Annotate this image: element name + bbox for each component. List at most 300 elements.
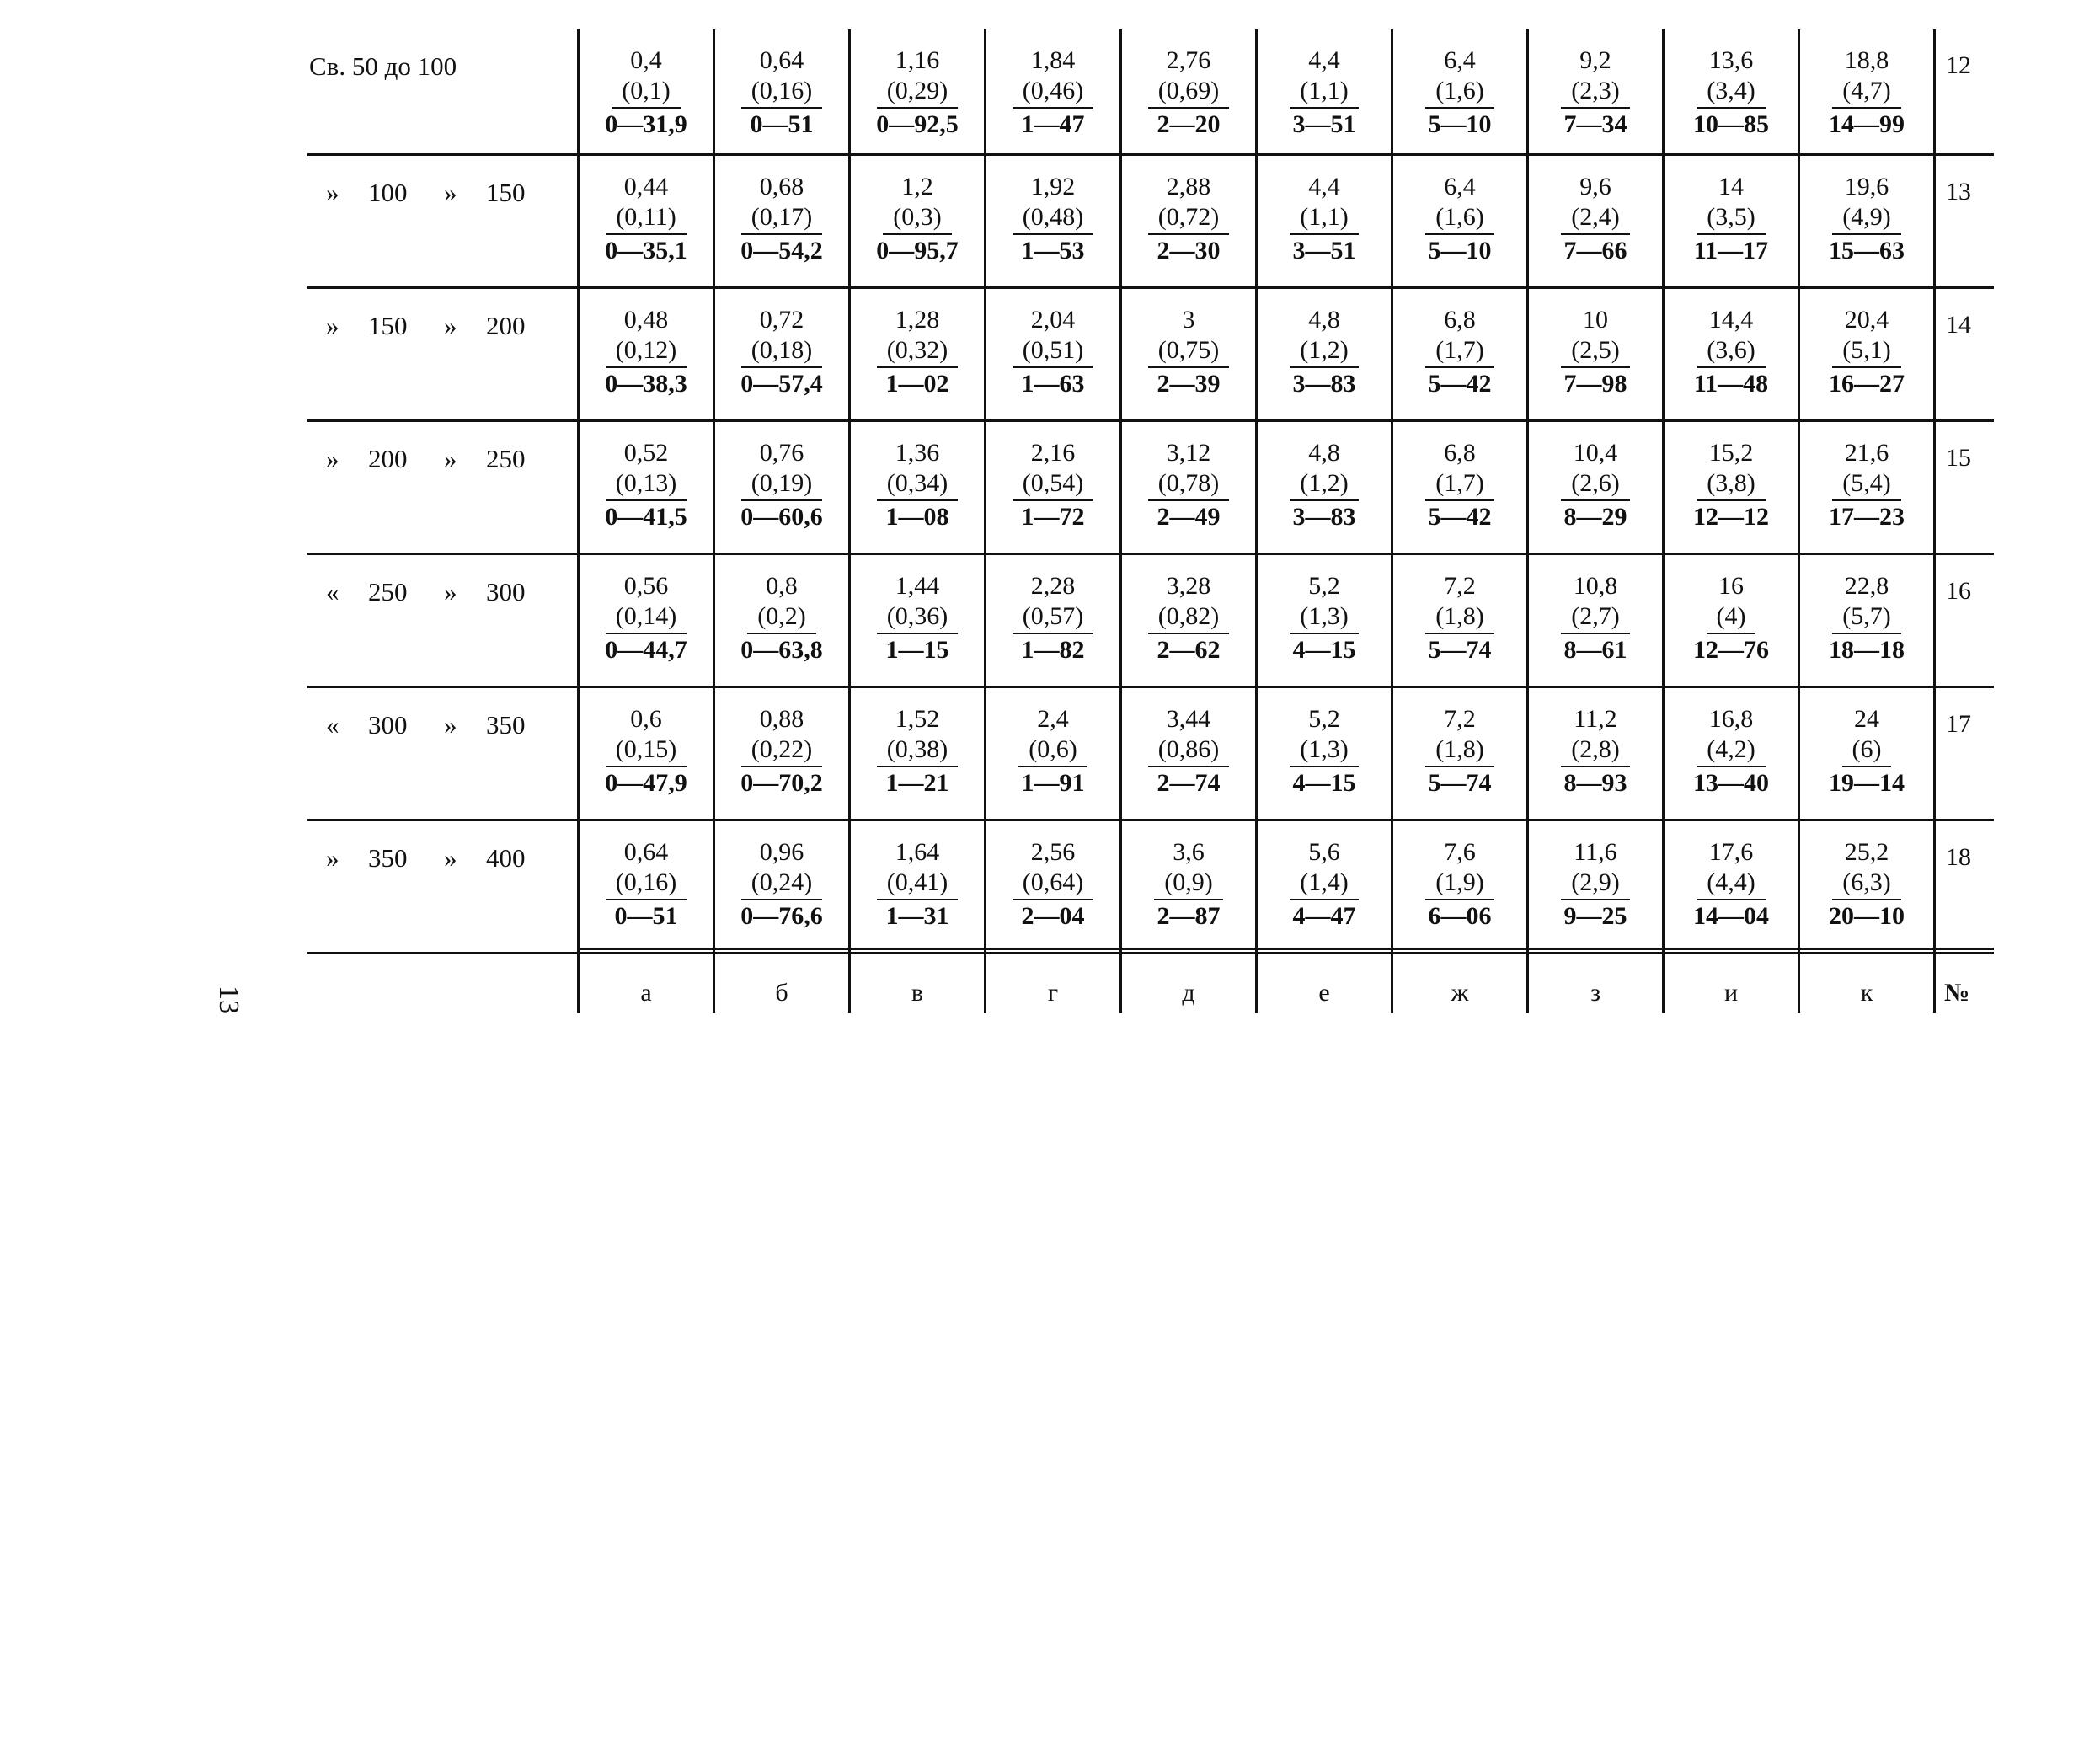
cell-value-paren: (4) [1707,604,1756,634]
cell-value: 0,4 [630,46,662,74]
row-label-part: » [326,178,339,207]
table-cell [1662,29,1798,156]
cell-value-range: 0—41,5 [605,503,687,531]
row-label-part: 150 [486,178,526,207]
table-cell [984,289,1119,422]
row-label-part: 250 [368,577,408,606]
table-cell [577,688,713,821]
table-cell [713,821,848,954]
cell-value-paren: (2,8) [1561,737,1629,767]
table-cell [1526,29,1662,156]
cell-value: 0,76 [759,439,804,467]
cell-value-paren: (6,3) [1832,870,1900,900]
row-range-label [307,422,577,555]
cell-value-range: 0—76,6 [740,902,823,930]
cell-value-paren: (1,6) [1425,205,1494,235]
cell-value-range: 5—74 [1428,769,1492,797]
cell-value-range: 1—31 [885,902,949,930]
cell-value-range: 15—63 [1829,237,1905,264]
cell-value-paren: (0,15) [606,737,687,767]
table-cell [577,422,713,555]
cell-value-range: 1—91 [1021,769,1085,797]
cell-value-paren: (0,16) [606,870,687,900]
column-letter: к [1798,950,1933,1013]
row-label-part: » [326,843,339,873]
table-row [307,289,1994,422]
cell-value-range: 14—04 [1693,902,1769,930]
cell-value-paren: (0,54) [1013,471,1093,501]
cell-value-range: 2—49 [1157,503,1221,531]
cell-value: 21,6 [1844,439,1889,467]
cell-value-range: 4—15 [1292,769,1356,797]
cell-value-paren: (2,5) [1561,338,1629,368]
table-cell [1391,821,1526,954]
table-cell [1798,29,1933,156]
cell-value-paren: (5,1) [1832,338,1900,368]
cell-value-paren: (0,69) [1148,78,1229,109]
table-cell [1391,688,1526,821]
cell-value-paren: (0,17) [741,205,822,235]
table-cell [713,156,848,289]
cell-value: 1,36 [895,439,940,467]
cell-value: 10 [1583,306,1608,334]
cell-value-range: 1—08 [885,503,949,531]
cell-value-range: 5—42 [1428,503,1492,531]
cell-value-paren: (4,9) [1832,205,1900,235]
cell-value-paren: (0,24) [741,870,822,900]
cell-value-paren: (3,4) [1697,78,1765,109]
cell-value-paren: (3,8) [1697,471,1765,501]
row-range-label [307,289,577,422]
table-cell [1662,422,1798,555]
column-letter: ж [1391,950,1526,1013]
table-cell [848,821,984,954]
cell-value: 9,2 [1579,46,1611,74]
cell-value-paren: (2,6) [1561,471,1629,501]
column-letters-footer [577,950,1984,1013]
row-label-part: 250 [486,444,526,473]
table-cell [577,555,713,688]
table-cell [713,29,848,156]
cell-value: 1,92 [1030,173,1076,200]
table-cell [713,688,848,821]
cell-value-paren: (5,4) [1832,471,1900,501]
row-label-part: 100 [368,178,408,207]
cell-value-paren: (0,32) [877,338,958,368]
number-column-label: № [1933,950,1984,1013]
cell-value-range: 1—63 [1021,370,1085,398]
cell-value-paren: (2,9) [1561,870,1629,900]
cell-value-range: 5—10 [1428,110,1492,138]
table-cell [1119,156,1255,289]
column-letter: з [1526,950,1662,1013]
row-range-label [307,821,577,954]
table-cell [1255,29,1391,156]
table-cell [1662,289,1798,422]
table-cell [713,555,848,688]
cell-value: 4,8 [1308,439,1340,467]
cell-value-paren: (0,57) [1013,604,1093,634]
cell-value: 10,4 [1573,439,1618,467]
cell-value-paren: (0,22) [741,737,822,767]
cell-value-paren: (1,9) [1425,870,1494,900]
cell-value-paren: (4,4) [1697,870,1765,900]
table-cell [1662,555,1798,688]
row-label-part: » [444,444,457,473]
cell-value-paren: (0,13) [606,471,687,501]
cell-value-range: 0—92,5 [876,110,959,138]
cell-value: 1,64 [895,838,940,866]
table-cell [848,29,984,156]
column-letter: б [713,950,848,1013]
cell-value-paren: (1,7) [1425,338,1494,368]
cell-value-range: 7—98 [1563,370,1627,398]
cell-value-range: 0—51 [614,902,678,930]
cell-value: 2,16 [1030,439,1076,467]
table-cell [1526,156,1662,289]
cell-value-range: 6—06 [1428,902,1492,930]
row-label-part: » [444,311,457,340]
cell-value: 17,6 [1708,838,1754,866]
table-cell [848,688,984,821]
row-label-part: » [444,577,457,606]
cell-value: 0,8 [766,572,798,600]
cell-value: 16 [1718,572,1744,600]
cell-value-paren: (1,8) [1425,604,1494,634]
cell-value: 3,44 [1166,705,1211,733]
table-cell [1119,821,1255,954]
cell-value-range: 3—83 [1292,503,1356,531]
table-cell [984,422,1119,555]
cell-value-range: 2—74 [1157,769,1221,797]
table-cell [1391,156,1526,289]
row-number: 17 [1933,688,1984,821]
table-cell [1255,289,1391,422]
cell-value-range: 0—70,2 [740,769,823,797]
cell-value-range: 17—23 [1829,503,1905,531]
cell-value: 22,8 [1844,572,1889,600]
cell-value: 5,6 [1308,838,1340,866]
row-label-part: 350 [368,843,408,873]
cell-value-range: 4—15 [1292,636,1356,664]
table-cell [1391,422,1526,555]
cell-value-range: 9—25 [1563,902,1627,930]
cell-value: 4,8 [1308,306,1340,334]
table-cell [1255,422,1391,555]
cell-value-paren: (0,34) [877,471,958,501]
row-number: 14 [1933,289,1984,422]
cell-value: 19,6 [1844,173,1889,200]
cell-value-range: 11—17 [1693,237,1769,264]
cell-value-range: 14—99 [1829,110,1905,138]
table-cell [577,29,713,156]
cell-value: 6,8 [1444,306,1476,334]
cell-value-paren: (1,7) [1425,471,1494,501]
cell-value-range: 16—27 [1829,370,1905,398]
table-cell [1798,422,1933,555]
cell-value: 6,8 [1444,439,1476,467]
cell-value-range: 1—15 [885,636,949,664]
row-label-part: 200 [368,444,408,473]
cell-value-range: 2—04 [1021,902,1085,930]
cell-value-paren: (4,2) [1697,737,1765,767]
table-cell [1526,821,1662,954]
cell-value-paren: (2,7) [1561,604,1629,634]
row-label-part: « [326,710,339,740]
row-label-part: 150 [368,311,408,340]
cell-value-paren: (0,36) [877,604,958,634]
cell-value-range: 0—51 [750,110,814,138]
row-label-part: 300 [486,577,526,606]
cell-value: 11,6 [1574,838,1617,866]
row-label-part: Св. 50 до 100 [309,51,457,81]
cell-value-range: 8—29 [1563,503,1627,531]
cell-value: 1,44 [895,572,940,600]
row-label-part: » [326,444,339,473]
column-letter: и [1662,950,1798,1013]
table-cell [1662,156,1798,289]
cell-value-range: 5—10 [1428,237,1492,264]
cell-value-paren: (0,72) [1148,205,1229,235]
cell-value-paren: (0,75) [1148,338,1229,368]
cell-value: 1,52 [895,705,940,733]
column-letter: е [1255,950,1391,1013]
row-label-part: 200 [486,311,526,340]
cell-value: 2,28 [1030,572,1076,600]
table-cell [1119,555,1255,688]
cell-value: 2,88 [1166,173,1211,200]
cell-value-range: 0—60,6 [740,503,823,531]
table-cell [1391,555,1526,688]
table-cell [1119,29,1255,156]
cell-value: 9,6 [1579,173,1611,200]
table-cell [1798,821,1933,954]
cell-value: 5,2 [1308,572,1340,600]
table-cell [1798,555,1933,688]
cell-value-paren: (0,12) [606,338,687,368]
cell-value-paren: (5,7) [1832,604,1900,634]
column-letter: а [577,950,713,1013]
row-label-part: » [444,178,457,207]
cell-value-paren: (0,46) [1013,78,1093,109]
table-cell [577,289,713,422]
cell-value: 7,2 [1444,572,1476,600]
cell-value-range: 4—47 [1292,902,1356,930]
table-cell [984,29,1119,156]
cell-value-range: 5—42 [1428,370,1492,398]
row-number: 16 [1933,555,1984,688]
table-cell [1119,289,1255,422]
table-cell [1119,688,1255,821]
table-cell [1526,289,1662,422]
cell-value-range: 18—18 [1829,636,1905,664]
cell-value-range: 2—39 [1157,370,1221,398]
cell-value: 0,64 [759,46,804,74]
cell-value-range: 3—51 [1292,110,1356,138]
cell-value-range: 3—83 [1292,370,1356,398]
cell-value: 0,72 [759,306,804,334]
table-cell [713,289,848,422]
cell-value: 2,56 [1030,838,1076,866]
cell-value-paren: (1,6) [1425,78,1494,109]
table-cell [1662,688,1798,821]
cell-value-range: 7—34 [1563,110,1627,138]
cell-value-range: 8—93 [1563,769,1627,797]
cell-value: 6,4 [1444,173,1476,200]
cell-value-paren: (2,3) [1561,78,1629,109]
table-row [307,688,1994,821]
table-cell [1255,156,1391,289]
table-row [307,821,1994,954]
cell-value-range: 0—95,7 [876,237,959,264]
cell-value: 10,8 [1573,572,1618,600]
cell-value-paren: (0,51) [1013,338,1093,368]
table-cell [1255,821,1391,954]
column-letter: в [848,950,984,1013]
cell-value-range: 7—66 [1563,237,1627,264]
table-cell [984,156,1119,289]
cell-value: 0,88 [759,705,804,733]
row-number: 12 [1933,29,1984,156]
cell-value: 18,8 [1844,46,1889,74]
cell-value-paren: (1,1) [1290,78,1358,109]
cell-value-range: 0—35,1 [605,237,687,264]
row-range-label [307,29,577,156]
cell-value: 16,8 [1708,705,1754,733]
cell-value-paren: (0,9) [1154,870,1222,900]
cell-value: 14,4 [1708,306,1754,334]
cell-value-paren: (1,8) [1425,737,1494,767]
cell-value: 0,48 [623,306,669,334]
cell-value: 4,4 [1308,46,1340,74]
row-label-part: 400 [486,843,526,873]
table-cell [848,156,984,289]
cell-value-range: 0—47,9 [605,769,687,797]
table-cell [713,422,848,555]
cell-value-range: 5—74 [1428,636,1492,664]
row-number: 18 [1933,821,1984,954]
cell-value-paren: (0,2) [747,604,815,634]
table-cell [848,422,984,555]
row-label-part: 300 [368,710,408,740]
cell-value-range: 0—31,9 [605,110,687,138]
row-number: 15 [1933,422,1984,555]
table-cell [1798,289,1933,422]
cell-value: 7,6 [1444,838,1476,866]
cell-value-range: 0—57,4 [740,370,823,398]
cell-value-range: 3—51 [1292,237,1356,264]
cell-value: 0,52 [623,439,669,467]
cell-value-paren: (1,2) [1290,471,1358,501]
table-row [307,156,1994,289]
cell-value: 5,2 [1308,705,1340,733]
cell-value: 2,76 [1166,46,1211,74]
cell-value: 3,28 [1166,572,1211,600]
row-range-label [307,688,577,821]
cell-value-paren: (0,19) [741,471,822,501]
data-table [307,29,1994,954]
cell-value-paren: (2,4) [1561,205,1629,235]
cell-value-range: 0—44,7 [605,636,687,664]
cell-value-range: 0—54,2 [740,237,823,264]
cell-value: 25,2 [1844,838,1889,866]
cell-value-range: 1—72 [1021,503,1085,531]
cell-value: 20,4 [1844,306,1889,334]
table-cell [1798,156,1933,289]
cell-value-range: 2—87 [1157,902,1221,930]
cell-value-range: 11—48 [1693,370,1769,398]
row-label-part: » [326,311,339,340]
cell-value: 0,64 [623,838,669,866]
cell-value: 7,2 [1444,705,1476,733]
cell-value: 11,2 [1574,705,1617,733]
cell-value: 1,28 [895,306,940,334]
cell-value: 14 [1718,173,1744,200]
cell-value-paren: (0,1) [612,78,680,109]
table-cell [848,289,984,422]
cell-value: 3,6 [1173,838,1205,866]
cell-value: 0,68 [759,173,804,200]
table-cell [1526,688,1662,821]
cell-value: 6,4 [1444,46,1476,74]
table-cell [1255,688,1391,821]
row-label-part: « [326,577,339,606]
cell-value: 15,2 [1708,439,1754,467]
cell-value-range: 1—21 [885,769,949,797]
row-number: 13 [1933,156,1984,289]
cell-value-range: 2—30 [1157,237,1221,264]
cell-value-paren: (1,2) [1290,338,1358,368]
cell-value-paren: (0,38) [877,737,958,767]
cell-value-paren: (0,11) [606,205,686,235]
cell-value-paren: (0,14) [606,604,687,634]
cell-value-paren: (0,41) [877,870,958,900]
table-cell [1391,289,1526,422]
cell-value-paren: (6) [1842,737,1892,767]
cell-value-range: 0—38,3 [605,370,687,398]
column-letter: д [1119,950,1255,1013]
cell-value: 0,96 [759,838,804,866]
cell-value: 1,84 [1030,46,1076,74]
cell-value-paren: (0,29) [877,78,958,109]
cell-value-paren: (0,18) [741,338,822,368]
table-cell [984,555,1119,688]
cell-value-range: 1—02 [885,370,949,398]
cell-value-paren: (0,86) [1148,737,1229,767]
table-cell [1526,422,1662,555]
cell-value: 2,4 [1037,705,1069,733]
cell-value-range: 1—53 [1021,237,1085,264]
table-cell [577,156,713,289]
cell-value-paren: (0,78) [1148,471,1229,501]
row-label-part: » [444,843,457,873]
table-cell [1526,555,1662,688]
cell-value: 0,56 [623,572,669,600]
table-cell [984,688,1119,821]
cell-value-paren: (1,3) [1290,604,1358,634]
table-cell [1798,688,1933,821]
table-cell [577,821,713,954]
table-cell [1662,821,1798,954]
cell-value: 1,16 [895,46,940,74]
cell-value-paren: (3,6) [1697,338,1765,368]
table-cell [1391,29,1526,156]
cell-value: 0,6 [630,705,662,733]
cell-value: 24 [1854,705,1879,733]
table-row [307,422,1994,555]
cell-value-range: 13—40 [1693,769,1769,797]
cell-value: 3,12 [1166,439,1211,467]
